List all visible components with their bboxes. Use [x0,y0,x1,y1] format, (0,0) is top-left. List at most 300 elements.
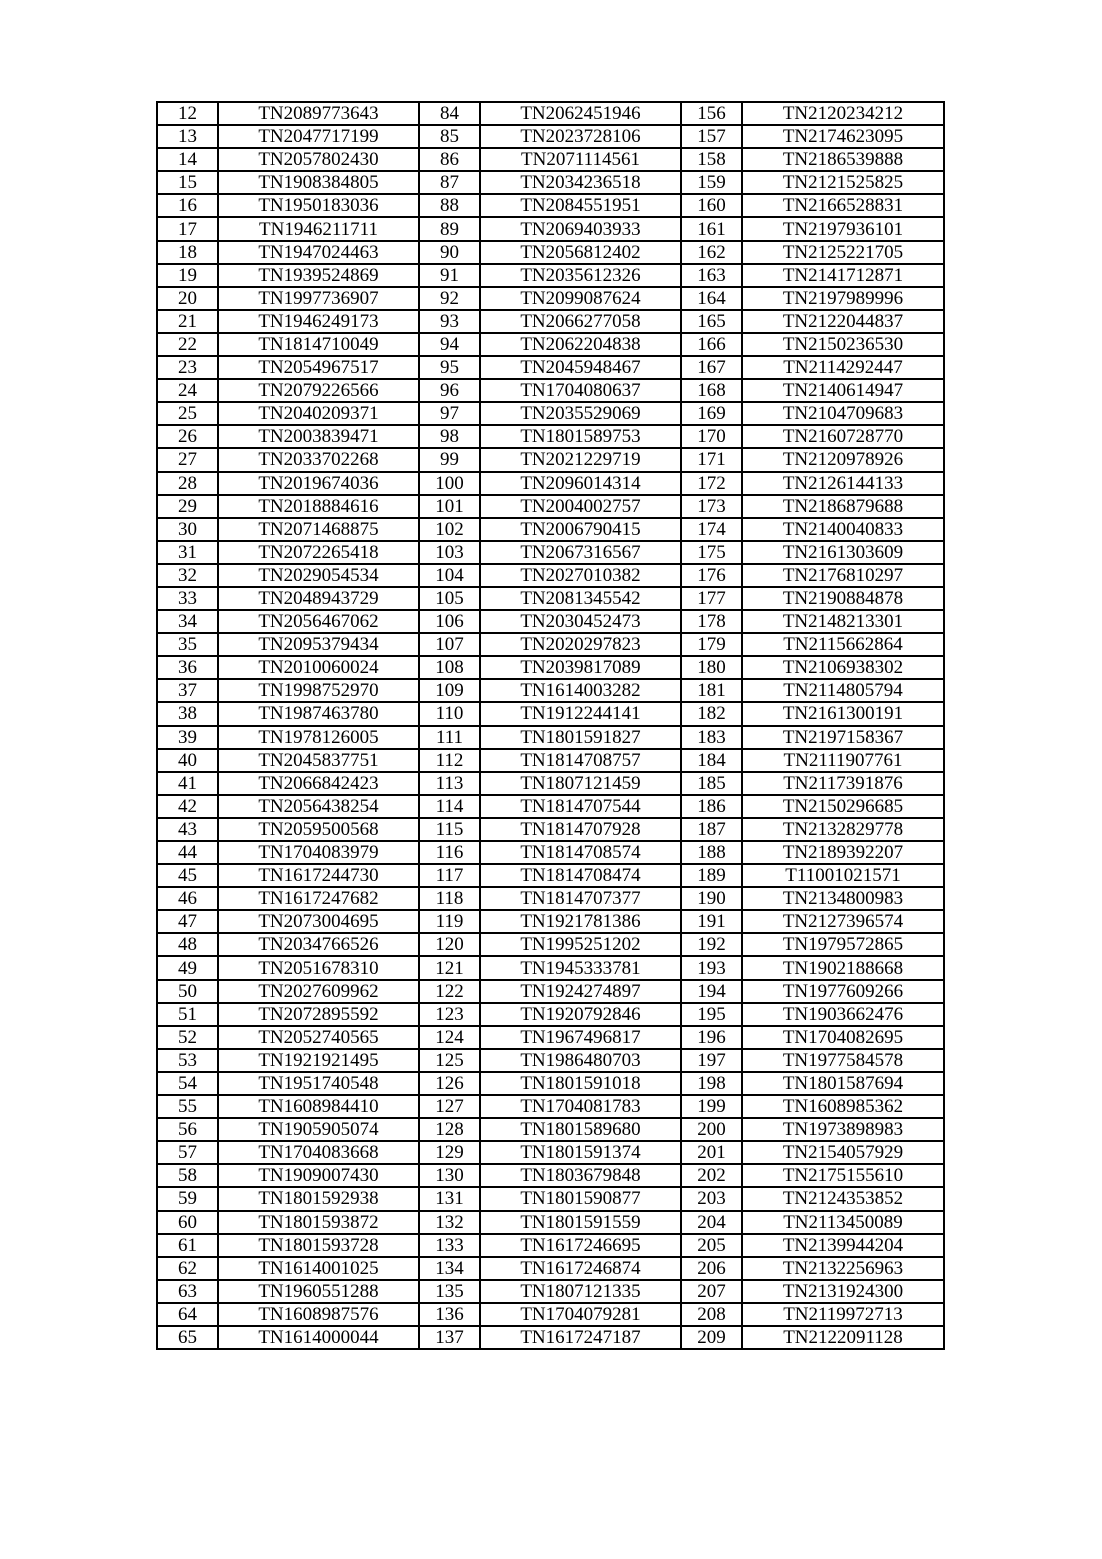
row-number-cell: 92 [419,287,480,310]
table-row [157,495,944,518]
row-number-cell: 171 [681,448,742,471]
tracking-id-cell: TN2139944204 [742,1234,944,1257]
row-number-cell: 99 [419,448,480,471]
table-row [157,1187,944,1210]
tracking-id-cell: TN2066842423 [218,772,419,795]
tracking-id-cell: TN2150296685 [742,795,944,818]
table-row [157,217,944,240]
tracking-id-cell: TN2114805794 [742,679,944,702]
row-number-cell: 89 [419,217,480,240]
tracking-id-cell: TN2072265418 [218,541,419,564]
tracking-id-cell: TN2030452473 [480,610,681,633]
row-number-cell: 103 [419,541,480,564]
tracking-id-cell: TN2120234212 [742,102,944,125]
row-number-cell: 113 [419,772,480,795]
tracking-id-cell: TN2020297823 [480,633,681,656]
row-number-cell: 208 [681,1303,742,1326]
row-number-cell: 201 [681,1141,742,1164]
tracking-id-cell: TN1704079281 [480,1303,681,1326]
tracking-id-cell: TN2160728770 [742,425,944,448]
row-number-cell: 133 [419,1234,480,1257]
row-number-cell: 58 [157,1164,218,1187]
row-number-cell: 162 [681,241,742,264]
row-number-cell: 29 [157,495,218,518]
tracking-id-cell: TN2154057929 [742,1141,944,1164]
table-row [157,1280,944,1303]
row-number-cell: 179 [681,633,742,656]
tracking-id-cell: TN2059500568 [218,818,419,841]
row-number-cell: 40 [157,749,218,772]
row-number-cell: 48 [157,933,218,956]
tracking-id-cell: TN1617246695 [480,1234,681,1257]
tracking-id-cell: TN1960551288 [218,1280,419,1303]
row-number-cell: 50 [157,980,218,1003]
row-number-cell: 23 [157,356,218,379]
tracking-id-cell: TN2120978926 [742,448,944,471]
row-number-cell: 200 [681,1118,742,1141]
row-number-cell: 207 [681,1280,742,1303]
row-number-cell: 204 [681,1211,742,1234]
row-number-cell: 117 [419,864,480,887]
row-number-cell: 205 [681,1234,742,1257]
row-number-cell: 197 [681,1049,742,1072]
row-number-cell: 98 [419,425,480,448]
row-number-cell: 35 [157,633,218,656]
tracking-id-cell: TN1617247187 [480,1326,681,1349]
row-number-cell: 90 [419,241,480,264]
tracking-id-cell: TN2095379434 [218,633,419,656]
tracking-id-cell: TN2071468875 [218,518,419,541]
row-number-cell: 191 [681,910,742,933]
tracking-id-cell: TN1801590877 [480,1187,681,1210]
table-row [157,518,944,541]
tracking-id-cell: TN2186539888 [742,148,944,171]
table-row [157,887,944,910]
tracking-id-cell: TN2174623095 [742,125,944,148]
tracking-id-cell: TN2027609962 [218,980,419,1003]
tracking-id-cell: TN1704081783 [480,1095,681,1118]
tracking-id-cell: TN2071114561 [480,148,681,171]
table-row [157,772,944,795]
row-number-cell: 182 [681,702,742,725]
tracking-id-cell: TN1803679848 [480,1164,681,1187]
tracking-id-cell: TN1807121459 [480,772,681,795]
tracking-id-cell: TN2186879688 [742,495,944,518]
tracking-id-cell: TN2034236518 [480,171,681,194]
tracking-id-cell: TN2117391876 [742,772,944,795]
tracking-id-cell: TN1814707928 [480,818,681,841]
tracking-id-cell: TN2176810297 [742,564,944,587]
row-number-cell: 94 [419,333,480,356]
table-row [157,425,944,448]
table-row [157,402,944,425]
row-number-cell: 120 [419,933,480,956]
tracking-id-cell: TN2079226566 [218,379,419,402]
row-number-cell: 38 [157,702,218,725]
tracking-id-cell: TN2052740565 [218,1026,419,1049]
row-number-cell: 183 [681,726,742,749]
tracking-id-cell: TN2003839471 [218,425,419,448]
table-row [157,749,944,772]
row-number-cell: 158 [681,148,742,171]
row-number-cell: 125 [419,1049,480,1072]
tracking-id-cell: TN2035529069 [480,402,681,425]
table-body [157,102,944,1349]
tracking-id-cell: TN2021229719 [480,448,681,471]
tracking-id-cell: TN2062204838 [480,333,681,356]
tracking-id-cell: TN2084551951 [480,194,681,217]
tracking-id-cell: TN2141712871 [742,264,944,287]
table-row [157,148,944,171]
tracking-id-cell: TN2111907761 [742,749,944,772]
row-number-cell: 104 [419,564,480,587]
row-number-cell: 61 [157,1234,218,1257]
tracking-id-cell: TN1998752970 [218,679,419,702]
tracking-id-cell: TN1920792846 [480,1003,681,1026]
row-number-cell: 172 [681,472,742,495]
tracking-id-cell: TN2189392207 [742,841,944,864]
tracking-id-cell: TN1946249173 [218,310,419,333]
tracking-id-cell: TN2048943729 [218,587,419,610]
tracking-id-cell: TN1995251202 [480,933,681,956]
tracking-id-cell: TN2132829778 [742,818,944,841]
tracking-id-cell: TN2148213301 [742,610,944,633]
row-number-cell: 59 [157,1187,218,1210]
tracking-id-cell: TN1814707544 [480,795,681,818]
row-number-cell: 96 [419,379,480,402]
row-number-cell: 107 [419,633,480,656]
row-number-cell: 121 [419,956,480,979]
tracking-id-cell: TN2122044837 [742,310,944,333]
tracking-id-cell: TN2114292447 [742,356,944,379]
row-number-cell: 189 [681,864,742,887]
tracking-id-cell: TN1704080637 [480,379,681,402]
tracking-id-cell: TN1977584578 [742,1049,944,1072]
row-number-cell: 168 [681,379,742,402]
row-number-cell: 193 [681,956,742,979]
table-row [157,726,944,749]
table-row [157,1326,944,1349]
tracking-id-cell: TN2034766526 [218,933,419,956]
tracking-id-cell: TN2029054534 [218,564,419,587]
table-row [157,194,944,217]
table-row [157,1049,944,1072]
row-number-cell: 112 [419,749,480,772]
row-number-cell: 118 [419,887,480,910]
tracking-id-cell: TN2040209371 [218,402,419,425]
tracking-id-cell: TN2056467062 [218,610,419,633]
row-number-cell: 25 [157,402,218,425]
tracking-id-cell: TN2045948467 [480,356,681,379]
table-row [157,1072,944,1095]
row-number-cell: 184 [681,749,742,772]
tracking-id-cell: TN2197158367 [742,726,944,749]
row-number-cell: 196 [681,1026,742,1049]
tracking-id-cell: TN1986480703 [480,1049,681,1072]
row-number-cell: 28 [157,472,218,495]
row-number-cell: 56 [157,1118,218,1141]
row-number-cell: 187 [681,818,742,841]
row-number-cell: 43 [157,818,218,841]
table-row [157,125,944,148]
row-number-cell: 18 [157,241,218,264]
row-number-cell: 166 [681,333,742,356]
row-number-cell: 188 [681,841,742,864]
tracking-id-cell: TN1905905074 [218,1118,419,1141]
row-number-cell: 31 [157,541,218,564]
tracking-id-cell: TN2140040833 [742,518,944,541]
table-row [157,310,944,333]
row-number-cell: 177 [681,587,742,610]
tracking-id-cell: TN2124353852 [742,1187,944,1210]
table-row [157,1257,944,1280]
row-number-cell: 109 [419,679,480,702]
row-number-cell: 85 [419,125,480,148]
row-number-cell: 130 [419,1164,480,1187]
tracking-id-cell: TN1902188668 [742,956,944,979]
tracking-id-cell: TN2150236530 [742,333,944,356]
row-number-cell: 132 [419,1211,480,1234]
tracking-id-cell: TN1979572865 [742,933,944,956]
tracking-id-cell: TN2190884878 [742,587,944,610]
tracking-id-cell: TN1909007430 [218,1164,419,1187]
row-number-cell: 114 [419,795,480,818]
tracking-id-cell: TN1921921495 [218,1049,419,1072]
row-number-cell: 20 [157,287,218,310]
table-row [157,702,944,725]
tracking-id-cell: TN2019674036 [218,472,419,495]
tracking-id-cell: TN2035612326 [480,264,681,287]
tracking-id-cell: TN1807121335 [480,1280,681,1303]
row-number-cell: 156 [681,102,742,125]
row-number-cell: 105 [419,587,480,610]
tracking-id-cell: TN1801592938 [218,1187,419,1210]
tracking-id-cell: TN2132256963 [742,1257,944,1280]
tracking-id-cell: TN2119972713 [742,1303,944,1326]
row-number-cell: 13 [157,125,218,148]
table-row [157,1095,944,1118]
tracking-id-cell: TN1801593872 [218,1211,419,1234]
row-number-cell: 181 [681,679,742,702]
tracking-id-cell: TN1801591374 [480,1141,681,1164]
table-row [157,841,944,864]
table-row [157,633,944,656]
table-row [157,1003,944,1026]
tracking-id-cell: TN2062451946 [480,102,681,125]
row-number-cell: 12 [157,102,218,125]
table-row [157,102,944,125]
row-number-cell: 93 [419,310,480,333]
tracking-id-cell: TN1814708574 [480,841,681,864]
table-row [157,541,944,564]
tracking-id-cell: TN1608984410 [218,1095,419,1118]
row-number-cell: 186 [681,795,742,818]
tracking-id-cell: TN1978126005 [218,726,419,749]
row-number-cell: 128 [419,1118,480,1141]
tracking-id-cell: TN2054967517 [218,356,419,379]
row-number-cell: 44 [157,841,218,864]
tracking-id-cell: TN1814708757 [480,749,681,772]
tracking-id-cell: TN1801589680 [480,1118,681,1141]
tracking-id-cell: TN2047717199 [218,125,419,148]
table-row [157,241,944,264]
row-number-cell: 165 [681,310,742,333]
row-number-cell: 159 [681,171,742,194]
row-number-cell: 174 [681,518,742,541]
row-number-cell: 17 [157,217,218,240]
table-row [157,679,944,702]
tracking-id-cell: T11001021571 [742,864,944,887]
row-number-cell: 111 [419,726,480,749]
row-number-cell: 194 [681,980,742,1003]
row-number-cell: 190 [681,887,742,910]
tracking-id-cell: TN2140614947 [742,379,944,402]
table-row [157,910,944,933]
row-number-cell: 57 [157,1141,218,1164]
tracking-id-cell: TN2131924300 [742,1280,944,1303]
row-number-cell: 14 [157,148,218,171]
row-number-cell: 119 [419,910,480,933]
row-number-cell: 16 [157,194,218,217]
tracking-number-table [156,101,945,1350]
row-number-cell: 33 [157,587,218,610]
tracking-id-cell: TN2066277058 [480,310,681,333]
tracking-id-cell: TN1945333781 [480,956,681,979]
tracking-id-cell: TN1608987576 [218,1303,419,1326]
tracking-id-cell: TN1801587694 [742,1072,944,1095]
tracking-id-cell: TN2033702268 [218,448,419,471]
row-number-cell: 42 [157,795,218,818]
row-number-cell: 106 [419,610,480,633]
tracking-id-cell: TN2045837751 [218,749,419,772]
table-row [157,356,944,379]
row-number-cell: 51 [157,1003,218,1026]
tracking-id-cell: TN2039817089 [480,656,681,679]
tracking-id-cell: TN1801591018 [480,1072,681,1095]
row-number-cell: 157 [681,125,742,148]
tracking-id-cell: TN2056438254 [218,795,419,818]
table-row [157,587,944,610]
tracking-id-cell: TN1947024463 [218,241,419,264]
row-number-cell: 115 [419,818,480,841]
table-row [157,1141,944,1164]
row-number-cell: 36 [157,656,218,679]
tracking-id-cell: TN1973898983 [742,1118,944,1141]
tracking-id-cell: TN2073004695 [218,910,419,933]
row-number-cell: 108 [419,656,480,679]
row-number-cell: 95 [419,356,480,379]
row-number-cell: 24 [157,379,218,402]
tracking-id-cell: TN1617247682 [218,887,419,910]
row-number-cell: 102 [419,518,480,541]
tracking-id-cell: TN1814707377 [480,887,681,910]
tracking-id-cell: TN2089773643 [218,102,419,125]
tracking-id-cell: TN1912244141 [480,702,681,725]
tracking-id-cell: TN2175155610 [742,1164,944,1187]
tracking-id-cell: TN1987463780 [218,702,419,725]
tracking-id-cell: TN2051678310 [218,956,419,979]
row-number-cell: 101 [419,495,480,518]
tracking-id-cell: TN2197989996 [742,287,944,310]
row-number-cell: 27 [157,448,218,471]
table-row [157,933,944,956]
tracking-id-cell: TN2104709683 [742,402,944,425]
row-number-cell: 126 [419,1072,480,1095]
tracking-id-cell: TN2127396574 [742,910,944,933]
table-row [157,1303,944,1326]
row-number-cell: 22 [157,333,218,356]
row-number-cell: 175 [681,541,742,564]
table-row [157,564,944,587]
row-number-cell: 39 [157,726,218,749]
row-number-cell: 134 [419,1257,480,1280]
tracking-id-cell: TN1903662476 [742,1003,944,1026]
tracking-id-cell: TN1617244730 [218,864,419,887]
row-number-cell: 49 [157,956,218,979]
row-number-cell: 110 [419,702,480,725]
row-number-cell: 124 [419,1026,480,1049]
row-number-cell: 26 [157,425,218,448]
table-row [157,472,944,495]
row-number-cell: 54 [157,1072,218,1095]
table-row [157,287,944,310]
row-number-cell: 170 [681,425,742,448]
tracking-id-cell: TN1704083979 [218,841,419,864]
row-number-cell: 65 [157,1326,218,1349]
tracking-id-cell: TN2166528831 [742,194,944,217]
row-number-cell: 195 [681,1003,742,1026]
row-number-cell: 176 [681,564,742,587]
row-number-cell: 131 [419,1187,480,1210]
row-number-cell: 136 [419,1303,480,1326]
tracking-id-cell: TN2126144133 [742,472,944,495]
row-number-cell: 160 [681,194,742,217]
tracking-id-cell: TN2006790415 [480,518,681,541]
table-row [157,448,944,471]
row-number-cell: 192 [681,933,742,956]
table-row [157,818,944,841]
tracking-id-cell: TN2121525825 [742,171,944,194]
table-row [157,1026,944,1049]
tracking-id-cell: TN2122091128 [742,1326,944,1349]
tracking-id-cell: TN2027010382 [480,564,681,587]
row-number-cell: 63 [157,1280,218,1303]
tracking-id-cell: TN2113450089 [742,1211,944,1234]
tracking-id-cell: TN1950183036 [218,194,419,217]
tracking-id-cell: TN2099087624 [480,287,681,310]
row-number-cell: 19 [157,264,218,287]
row-number-cell: 202 [681,1164,742,1187]
tracking-id-cell: TN1617246874 [480,1257,681,1280]
tracking-id-cell: TN2010060024 [218,656,419,679]
tracking-id-cell: TN1967496817 [480,1026,681,1049]
table-row [157,1118,944,1141]
tracking-id-cell: TN2106938302 [742,656,944,679]
row-number-cell: 198 [681,1072,742,1095]
tracking-id-cell: TN2125221705 [742,241,944,264]
table-row [157,1234,944,1257]
row-number-cell: 97 [419,402,480,425]
tracking-id-cell: TN2161303609 [742,541,944,564]
row-number-cell: 30 [157,518,218,541]
row-number-cell: 46 [157,887,218,910]
row-number-cell: 135 [419,1280,480,1303]
row-number-cell: 15 [157,171,218,194]
row-number-cell: 163 [681,264,742,287]
row-number-cell: 52 [157,1026,218,1049]
tracking-id-cell: TN1614003282 [480,679,681,702]
tracking-id-cell: TN1704082695 [742,1026,944,1049]
